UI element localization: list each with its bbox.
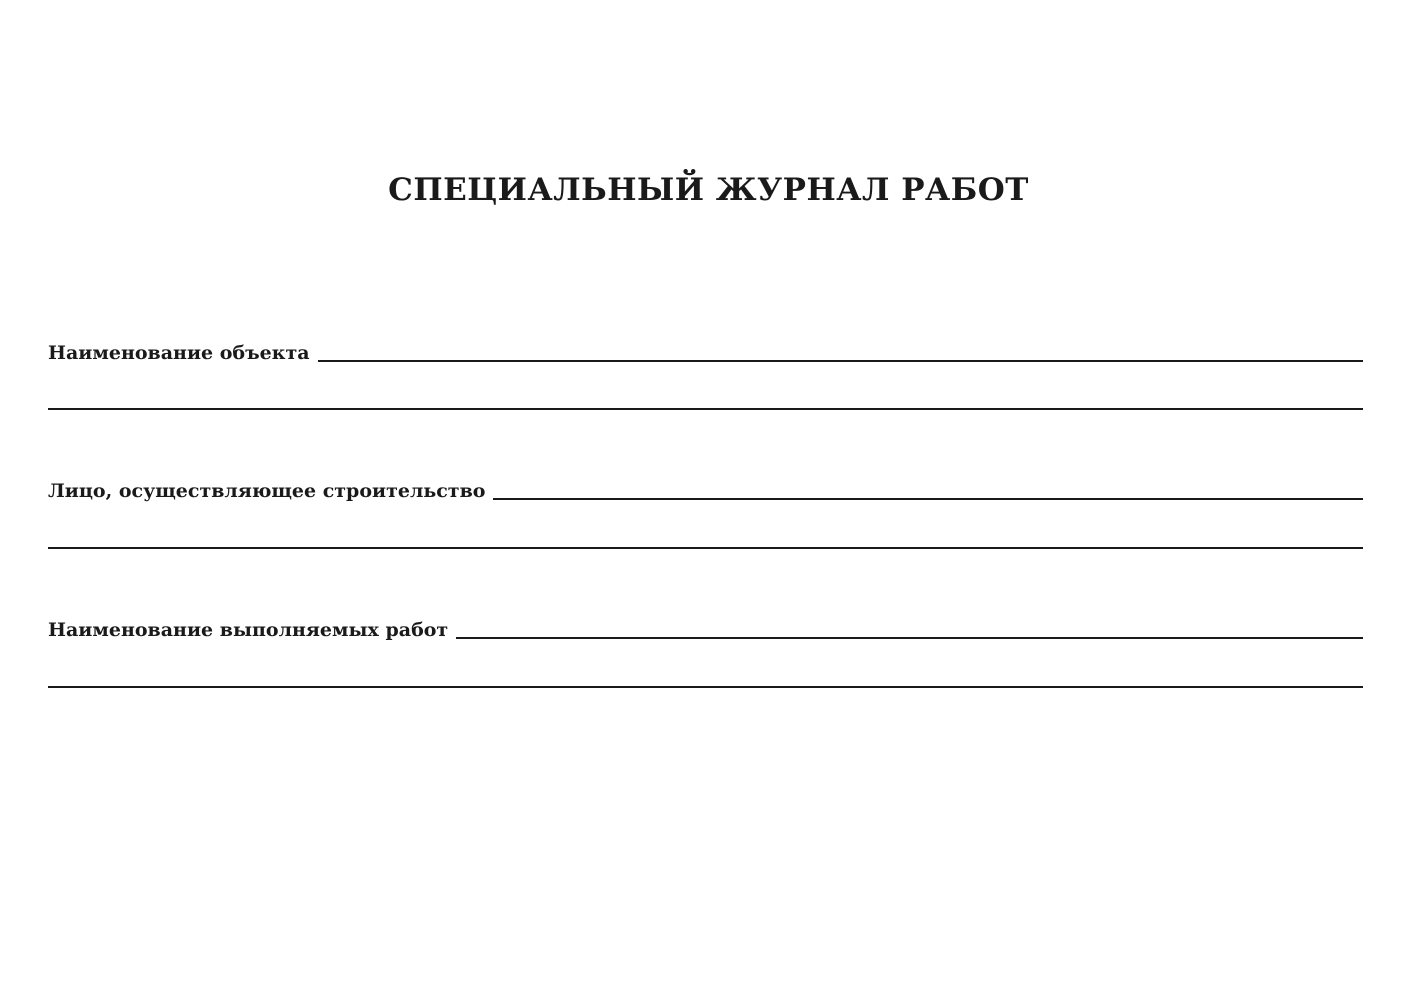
input-line-object-name-continued[interactable] bbox=[48, 408, 1363, 410]
input-line-work-name[interactable] bbox=[456, 637, 1363, 639]
field-label-work-name: Наименование выполняемых работ bbox=[48, 619, 449, 641]
field-label-builder: Лицо, осуществляющее строительство bbox=[48, 480, 486, 502]
input-line-builder[interactable] bbox=[493, 498, 1363, 500]
field-object-name bbox=[48, 336, 1363, 366]
page-title: СПЕЦИАЛЬНЫЙ ЖУРНАЛ РАБОТ bbox=[388, 172, 1029, 208]
field-work-name bbox=[48, 613, 1363, 643]
input-line-work-name-continued[interactable] bbox=[48, 686, 1363, 688]
input-line-object-name[interactable] bbox=[318, 360, 1363, 362]
field-label-object-name: Наименование объекта bbox=[48, 342, 310, 364]
input-line-builder-continued[interactable] bbox=[48, 547, 1363, 549]
field-builder bbox=[48, 474, 1363, 504]
